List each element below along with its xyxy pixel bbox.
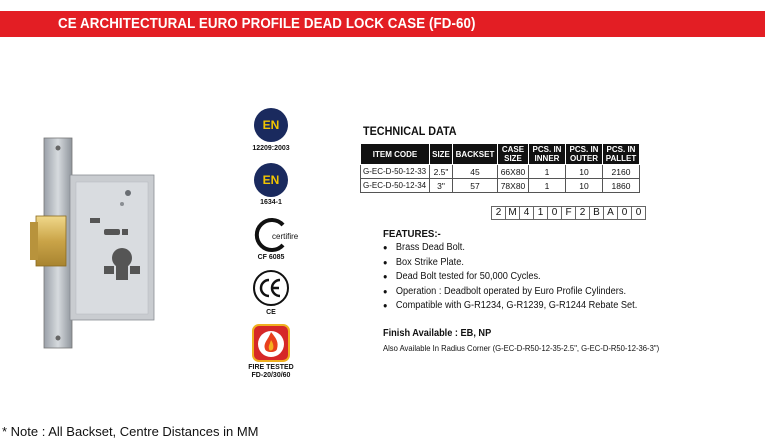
size-cell: 2.5" [430,165,453,179]
lock-case-image [30,130,160,350]
code-char: 0 [547,206,562,220]
en-badge-icon: EN [254,108,288,142]
code-char: 1 [533,206,548,220]
cert-caption: 12209:2003 [252,145,290,152]
finish-available: Finish Available : EB, NP [383,328,492,339]
pcs-inner-cell: 1 [529,165,566,179]
technical-data-table [360,143,640,193]
code-char: 2 [575,206,590,220]
feature-item: ● Box Strike Plate. [383,256,637,271]
backset-cell: 45 [453,165,498,179]
cert-caption: CF 6085 [257,254,285,261]
features-list [383,241,659,314]
code-char: 2 [491,206,506,220]
code-char: 0 [631,206,646,220]
case-size-cell: 66X80 [498,165,529,179]
table-row [361,165,640,179]
feature-item: ● Compatible with G-R1234, G-R1239, G-R1244 Rebate Set. [383,299,637,314]
table-row [361,179,640,193]
radius-corner-note: Also Available In Radius Corner (G-EC-D-R50-12-35-2.5", G-EC-D-R50-12-36-3") [383,343,660,353]
column-header: CASE SIZE [498,144,529,165]
cert-caption: 1634-1 [260,199,282,206]
code-char: M [505,206,520,220]
ce-mark-icon [252,269,290,307]
footnote: * Note : All Backset, Centre Distances in MM [2,424,259,439]
column-header: ITEM CODE [361,144,430,165]
technical-data-heading: TECHNICAL DATA [363,124,457,138]
size-cell: 3" [430,179,453,193]
feature-item: ● Operation : Deadbolt operated by Euro Profile Cylinders. [383,285,637,300]
cert-caption: FD-20/30/60 [251,372,291,379]
code-char: A [603,206,618,220]
en-badge-icon: EN [254,163,288,197]
column-header: PCS. IN OUTER [566,144,603,165]
table-header-row [361,144,640,165]
item-code-cell: G-EC-D-50-12-34 [361,179,430,193]
column-header: BACKSET [453,144,498,165]
page-title: CE ARCHITECTURAL EURO PROFILE DEAD LOCK CASE (FD-60) [58,16,476,32]
code-char: F [561,206,576,220]
pcs-pallet-cell: 2160 [603,165,640,179]
features-heading: FEATURES:- [383,228,441,240]
certifire-logo-icon [251,215,299,255]
certifire-mark: certifire [272,232,299,241]
pcs-inner-cell: 1 [529,179,566,193]
column-header: SIZE [430,144,453,165]
item-code-cell: G-EC-D-50-12-33 [361,165,430,179]
code-char: 0 [617,206,632,220]
code-char: 4 [519,206,534,220]
pcs-outer-cell: 10 [566,165,603,179]
product-code-boxes [492,206,646,220]
column-header: PCS. IN INNER [529,144,566,165]
pcs-outer-cell: 10 [566,179,603,193]
fire-icon [252,324,290,362]
feature-item: ● Brass Dead Bolt. [383,241,637,256]
case-size-cell: 78X80 [498,179,529,193]
code-char: B [589,206,604,220]
title-banner [0,11,765,37]
cert-caption: CE [266,309,276,316]
column-header: PCS. IN PALLET [603,144,640,165]
cert-caption: FIRE TESTED [248,364,294,371]
backset-cell: 57 [453,179,498,193]
pcs-pallet-cell: 1860 [603,179,640,193]
feature-item: ● Dead Bolt tested for 50,000 Cycles. [383,270,637,285]
